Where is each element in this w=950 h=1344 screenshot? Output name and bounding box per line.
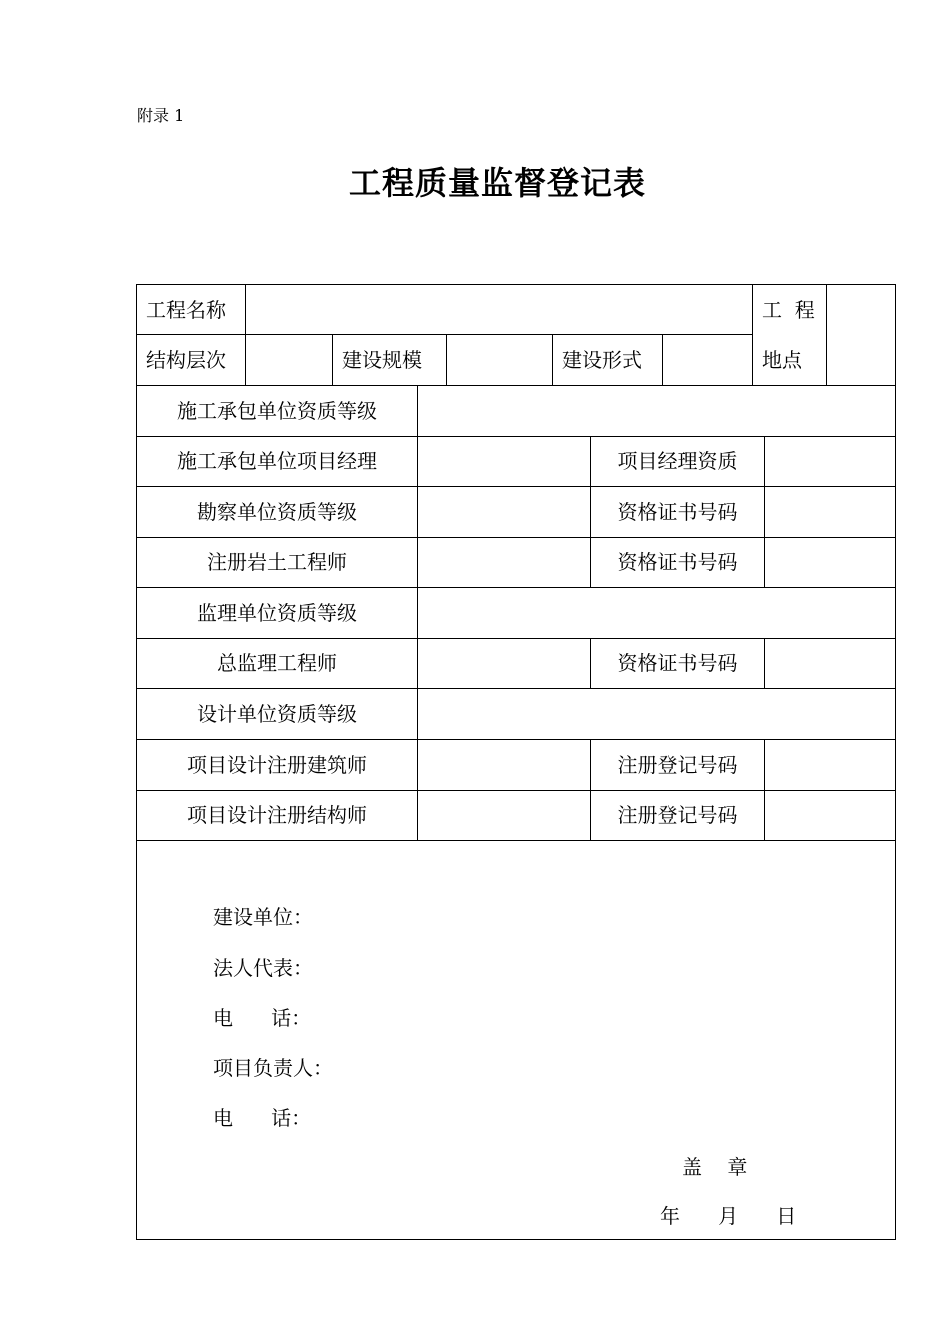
page-title: 工程质量监督登记表 bbox=[348, 164, 646, 202]
row-divider bbox=[136, 436, 896, 437]
row-right-label: 资格证书号码 bbox=[617, 651, 738, 675]
row-right-label: 注册登记号码 bbox=[617, 803, 738, 827]
row-divider bbox=[136, 790, 896, 791]
appendix-label: 附录 1 bbox=[137, 106, 185, 125]
row-divider bbox=[136, 385, 896, 386]
row-right-label: 注册登记号码 bbox=[617, 753, 738, 777]
col-divider bbox=[446, 334, 447, 385]
structure-floors-label: 结构层次 bbox=[146, 348, 226, 372]
col-divider bbox=[752, 284, 753, 385]
project-location-label-line1: 工 程 bbox=[762, 298, 815, 322]
row-divider bbox=[136, 486, 896, 487]
col-divider bbox=[826, 284, 827, 385]
row-label: 施工承包单位资质等级 bbox=[177, 399, 377, 423]
row-right-label: 资格证书号码 bbox=[617, 500, 738, 524]
row-label: 设计单位资质等级 bbox=[197, 702, 357, 726]
registration-table bbox=[136, 284, 896, 1240]
phone-label: 电 话： bbox=[213, 1006, 312, 1030]
row-divider bbox=[136, 537, 896, 538]
row-label: 注册岩土工程师 bbox=[207, 550, 347, 574]
row-divider bbox=[136, 638, 896, 639]
row-divider bbox=[136, 739, 896, 740]
col-divider bbox=[764, 436, 765, 587]
col-divider bbox=[764, 638, 765, 688]
row-label: 监理单位资质等级 bbox=[197, 601, 357, 625]
row-label: 项目设计注册建筑师 bbox=[187, 753, 367, 777]
row-right-label: 项目经理资质 bbox=[617, 449, 738, 473]
row-label: 施工承包单位项目经理 bbox=[177, 449, 377, 473]
row-label: 项目设计注册结构师 bbox=[187, 803, 367, 827]
row-divider bbox=[136, 840, 896, 841]
row-label: 勘察单位资质等级 bbox=[197, 500, 357, 524]
project-name-label: 工程名称 bbox=[146, 298, 226, 322]
table-border-top bbox=[136, 284, 896, 285]
row-divider bbox=[136, 587, 896, 588]
construction-form-label: 建设形式 bbox=[562, 348, 642, 372]
date-label: 年 月 日 bbox=[660, 1204, 797, 1228]
col-divider bbox=[245, 284, 246, 385]
table-border-right bbox=[895, 284, 896, 1240]
project-location-label-line2: 地点 bbox=[762, 348, 802, 372]
project-lead-label: 项目负责人： bbox=[213, 1056, 333, 1080]
owner-unit-label: 建设单位： bbox=[213, 905, 313, 929]
row-label: 总监理工程师 bbox=[217, 651, 337, 675]
col-divider bbox=[552, 334, 553, 385]
legal-representative-label: 法人代表： bbox=[213, 956, 313, 980]
construction-scale-label: 建设规模 bbox=[342, 348, 422, 372]
phone-label: 电 话： bbox=[213, 1106, 312, 1130]
col-divider bbox=[764, 739, 765, 840]
row-divider bbox=[136, 334, 752, 335]
col-divider bbox=[332, 334, 333, 385]
table-border-bottom bbox=[136, 1239, 896, 1240]
col-divider bbox=[662, 334, 663, 385]
row-right-label: 资格证书号码 bbox=[617, 550, 738, 574]
col-divider bbox=[417, 385, 418, 840]
row-divider bbox=[136, 688, 896, 689]
seal-label: 盖 章 bbox=[682, 1155, 748, 1179]
